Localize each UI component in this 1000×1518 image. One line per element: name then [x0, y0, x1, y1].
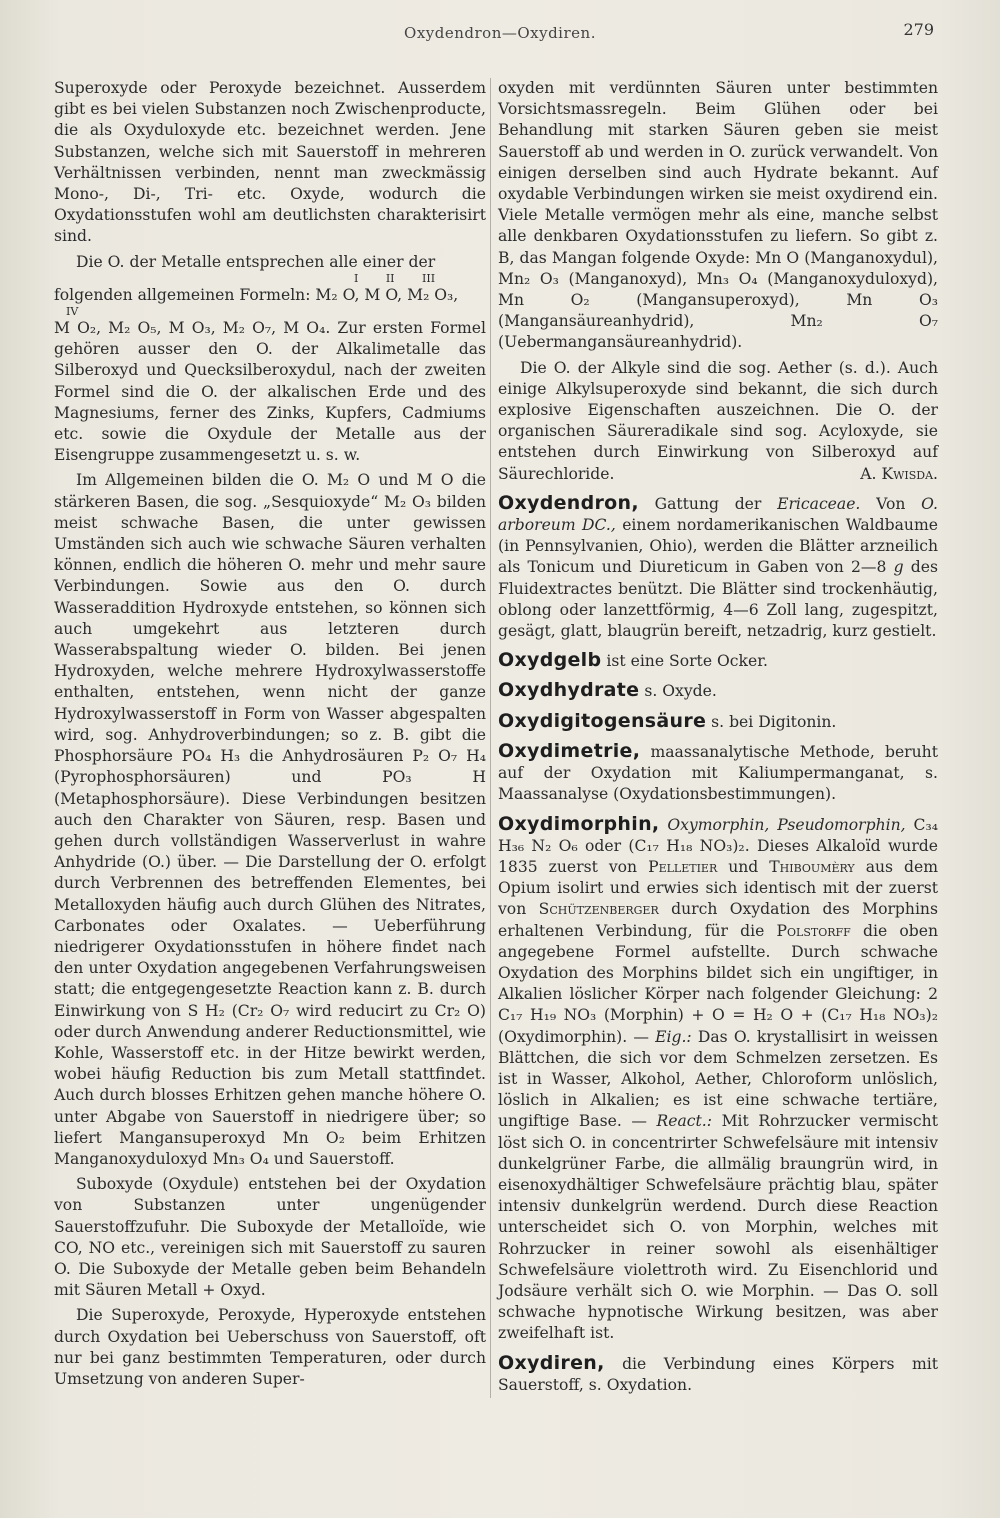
- left-column: [54, 78, 486, 1394]
- entry-oxydgelb: [498, 650, 938, 672]
- entry-oxydhydrate: [498, 680, 938, 702]
- entry-oxydimetrie: [498, 741, 938, 806]
- taxon-species: O. arboreum DC.,: [498, 494, 938, 535]
- headword-oxydimetrie: Oxydimetrie,: [498, 739, 641, 762]
- paragraph-suboxyde: Suboxyde (Oxydule) entstehen bei der Oxydation von Substanzen unter ungenügender Sauerstoffzufuhr. Die Suboxyde der Metalloïde, wie CO, NO etc., vereinigen sich mit Sauerstoff zu sauren O. Die Suboxyde der Metalle geben beim Behandeln mit Säuren Metall + Oxyd.: [54, 1175, 486, 1300]
- entry-oxydimorphin: [498, 814, 938, 1345]
- paragraph-superoxyde: Superoxyde oder Peroxyde bezeichnet. Ausserdem gibt es bei vielen Substanzen noch Zwischenproducte, die als Oxyduloxyde etc. bezeichnet werden. Jene Substanzen, welche sich mit Sauerstoff in mehreren Verhältnissen verbinden, nennt man zweckmässig Mono-, Di-, Tri- etc. Oxyde, wodurch die Oxydationsstufen wohl am deutlichsten charakterisirt sind.: [54, 79, 486, 246]
- entry-text: aus dem Opium isolirt und erwies sich identisch mit der zuerst von: [498, 857, 938, 919]
- entry-oxydigitogensaeure: [498, 711, 938, 733]
- running-head: Oxydendron—Oxydiren.: [404, 24, 596, 42]
- entry-text: des Fluidextractes benützt. Die Blätter sind trockenhäutig, oblong oder lanzettförmig, 4—6 Zoll lang, zugespitzt, gesägt, glatt, blaugrün bereift, netzadrig, kurz gestielt.: [498, 558, 938, 641]
- entry-text: ist eine Sorte Ocker.: [606, 652, 768, 671]
- roman-numerals-row: I II III: [354, 271, 436, 285]
- page-number: 279: [903, 20, 934, 39]
- headword-oxydimorphin: Oxydimorphin,: [498, 812, 660, 835]
- author-signature: A. Kwisda.: [860, 464, 938, 483]
- entry-text: Dieses Alkaloïd wurde 1835 zuerst von: [498, 836, 939, 876]
- entry-text: Von: [876, 494, 906, 513]
- paragraph-continuation: oxyden mit verdünnten Säuren unter bestimmten Vorsichtsmassregeln. Beim Glühen oder bei Behandlung mit starken Säuren geben sie meist Sauerstoff ab und werden in O. zurück verwandelt. Von einigen derselben sind auch Hydrate bekannt. Auf oxydable Verbindungen wirken sie meist oxydirend ein. Viele Metalle vermögen mehr als eine, manche selbst alle denkbaren Oxydationsstufen zu liefern. So gibt z. B, das Mangan folgende Oxyde: Mn O (Manganoxydul), Mn₂ O₃ (Manganoxyd), Mn₃ O₄ (Manganoxyduloxyd), Mn O₂ (Mangansuperoxyd), Mn O₃ (Mangansäureanhydrid), Mn₂ O₇ (Uebermangansäureanhydrid).: [498, 79, 938, 352]
- entry-text: Das O. krystallisirt in weissen Blättchen, die sich vor dem Schmelzen zersetzen. Es ist in Wasser, Alkohol, Aether, Chloroform unlöslich, löslich in Alkalien; es ist eine schwache tertiäre, ungiftige Base. —: [498, 1027, 938, 1131]
- entry-text: die oben angegebene Formel aufstellte. Durch schwache Oxydation des Morphins bildet sich ein ungiftiger, in Alkalien löslicher Körper nach folgender Gleichung: 2 C₁₇ H₁₉ NO₃ (Morphin) + O = H₂ O + (C₁₇ H₁₈ NO₃)₂ (Oxydimorphin). —: [498, 921, 938, 1046]
- headword-oxydhydrate: Oxydhydrate: [498, 679, 640, 702]
- person-name: Polstorff: [776, 921, 851, 940]
- paragraph-metal-oxides: M O₂, M₂ O₅, M O₃, M₂ O₇, M O₄. Zur ersten Formel gehören ausser den O. der Alkalimetalle das Silberoxyd und Quecksilberoxydul, nach der zweiten Formel sind die O. der alkalischen Erde und des Magnesiums, ferner des Zinks, Kupfers, Cadmiums etc. sowie die Oxydule der Metalle aus der Eisengruppe zusammengesetzt u. s. w.: [54, 319, 486, 465]
- entry-text: einem nordamerikanischen Waldbaume (in Pennsylvanien, Ohio), werden die Blätter arzneilich als Tonicum und Diureticum in Gaben von 2—8: [498, 516, 938, 577]
- roman-numeral-iv: IV: [66, 305, 79, 319]
- headword-oxydigitogensaeure: Oxydigitogensäure: [498, 709, 707, 732]
- entry-text: Gattung der: [654, 494, 762, 513]
- column-divider: [490, 78, 491, 1398]
- unit: g: [893, 558, 904, 577]
- paragraph-peroxyde: Die Superoxyde, Peroxyde, Hyperoxyde entstehen durch Oxydation bei Ueberschuss von Sauerstoff, oft nur bei ganz bestimmten Temperaturen, oder durch Umsetzung von anderen Super-: [54, 1306, 486, 1388]
- person-name: Schützenberger: [538, 900, 659, 919]
- section-label: Eig.:: [655, 1027, 692, 1046]
- entry-text: durch Oxydation des Morphins erhaltenen Verbindung, für die: [498, 900, 938, 940]
- paragraph-alkyle: [498, 358, 938, 485]
- headword-oxydiren: Oxydiren,: [498, 1351, 605, 1374]
- formula-line: folgenden allgemeinen Formeln: M₂ O, M O, M₂ O₃,: [54, 285, 459, 304]
- entry-oxydiren: [498, 1353, 938, 1396]
- person-name: Pelletier: [648, 857, 718, 876]
- entry-oxydendron: [498, 493, 938, 642]
- headword-oxydgelb: Oxydgelb: [498, 649, 602, 672]
- right-column: [498, 78, 938, 1400]
- taxon-family: Ericaceae.: [777, 494, 861, 513]
- section-label: React.:: [656, 1112, 712, 1131]
- entry-text: die Verbindung eines Körpers mit Sauerstoff, s. Oxydation.: [498, 1354, 938, 1394]
- synonyms: Oxymorphin, Pseudomorphin,: [667, 815, 906, 834]
- person-name: Thiboumèry: [769, 857, 855, 876]
- entry-text: s. Oxyde.: [644, 682, 717, 701]
- alkyle-text: Die O. der Alkyle sind die sog. Aether (s. d.). Auch einige Alkylsuperoxyde sind bekannt, die sich durch explosive Eigenschaften auszeichnen. Die O. der organischen Säureradikale sind sog. Acyloxyde, sie entstehen durch Einwirkung von Silberoxyd auf Säurechloride.: [498, 358, 938, 483]
- paragraph-metal-oxides-intro: Die O. der Metalle entsprechen alle einer der: [76, 252, 436, 271]
- paragraph-general: Im Allgemeinen bilden die O. M₂ O und M O die stärkeren Basen, die sog. „Sesquioxyde“ M₂ O₃ bilden meist schwache Basen, die unter gewissen Umständen sich auch wie schwache Säuren verhalten können, endlich die höheren O. mehr und mehr saure Verbindungen. Sowie aus den O. durch Wasseraddition Hydroxyde entstehen, so können sich auch umgekehrt aus letzteren durch Wasserabspaltung wieder O. bilden. Bei jenen Hydroxyden, welche mehrere Hydroxylwasserstoffe enthalten, entstehen, wenn nicht der ganze Hydroxylwasserstoff in Form von Wasser abgespalten wird, sog. Anhydroverbindungen; so z. B. gibt die Phosphorsäure PO₄ H₃ die Anhydrosäuren P₂ O₇ H₄ (Pyrophosphorsäuren) und PO₃ H (Metaphosphorsäure). Diese Verbindungen besitzen auch den Charakter von Säuren, resp. Basen und gehen durch vollständigen Wasserverlust in wahre Anhydride (O.) über. — Die Darstellung der O. erfolgt durch Verbrennen des betreffenden Elementes, bei Metalloxyden häufig auch durch Glühen des Nitrates, Carbonates oder Oxalates. — Ueberführung niedrigerer Oxydationsstufen in höhere findet nach den unter Oxydation angegebenen Verfahrungsweisen statt; die entgegengesetzte Reaction kann z. B. durch Einwirkung von S H₂ (Cr₂ O₇ wird reducirt zu Cr₂ O) oder durch Anwendung anderer Reductionsmittel, wie Kohle, Wasserstoff etc. in der Hitze bewirkt werden, wobei häufig Reduction bis zum Metall stattfindet. Auch durch blosses Erhitzen gehen manche höhere O. unter Abgabe von Sauerstoff in niedrigere über; so liefert Mangansuperoxyd Mn O₂ beim Erhitzen Manganoxyduloxyd Mn₃ O₄ und Sauerstoff.: [54, 471, 486, 1168]
- entry-text: und: [728, 857, 759, 876]
- entry-text: maassanalytische Methode, beruht auf der Oxydation mit Kaliumpermanganat, s. Maassanalyse (Oxydationsbestimmungen).: [498, 742, 938, 804]
- entry-text: s. bei Digitonin.: [711, 712, 837, 731]
- chemical-formula: C₃₄ H₃₆ N₂ O₆ oder (C₁₇ H₁₈ NO₃)₂.: [498, 815, 938, 855]
- headword-oxydendron: Oxydendron,: [498, 491, 639, 514]
- entry-text: Mit Rohrzucker vermischt löst sich O. in concentrirter Schwefelsäure mit intensiv dunkelgrüner Farbe, die allmälig braungrün wird, in eisenoxydhältiger Schwefelsäure prächtig blau, später intensiv dunkelgrün werdend. Durch diese Reaction unterscheidet sich O. von Morphin, welches mit Rohrzucker in reiner sowohl als eisenhältiger Schwefelsäure violettroth wird. Zu Eisenchlorid und Jodsäure verhält sich O. wie Morphin. — Das O. soll schwache hypnotische Wirkung besitzen, was aber zweifelhaft ist.: [498, 1112, 938, 1343]
